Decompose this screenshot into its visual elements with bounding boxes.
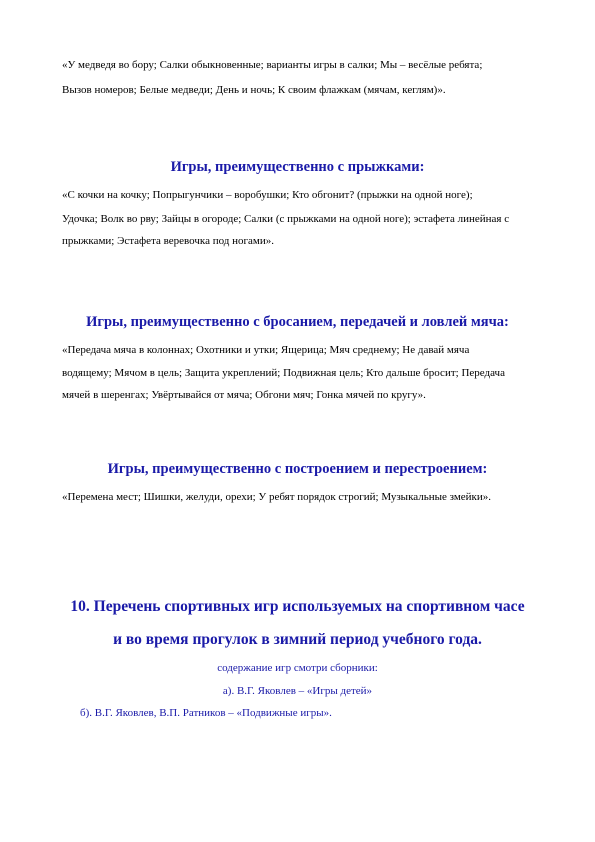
reference-a: а). В.Г. Яковлев – «Игры детей»: [222, 685, 373, 697]
reference-b: б). В.Г. Яковлев, В.П. Ратников – «Подвижные игры».: [80, 707, 332, 719]
jump-games-line-1: «С кочки на кочку; Попрыгунчики – воробушки; Кто обгонит? (прыжки на одной ноге);: [62, 189, 473, 201]
ball-games-line-2: водящему; Мячом в цель; Защита укреплений; Подвижная цель; Кто дальше бросит; Передача: [62, 367, 505, 379]
section-10-heading-line-2: и во время прогулок в зимний период учебного года.: [113, 631, 482, 648]
run-games-line-1: «У медведя во бору; Салки обыкновенные; варианты игры в салки; Мы – весёлые ребята;: [62, 59, 483, 71]
jump-games-heading: Игры, преимущественно с прыжками:: [170, 159, 425, 175]
formation-games-line-1: «Перемена мест; Шишки, желуди, орехи; У ребят порядок строгий; Музыкальные змейки».: [62, 491, 492, 503]
ball-games-heading: Игры, преимущественно с бросанием, передачей и ловлей мяча:: [86, 314, 509, 330]
run-games-line-2: Вызов номеров; Белые медведи; День и ночь; К своим флажкам (мячам, кеглям)».: [62, 84, 446, 96]
ball-games-line-3: мячей в шеренгах; Увёртывайся от мяча; Обгони мяч; Гонка мячей по кругу».: [62, 389, 426, 401]
jump-games-line-3: прыжками; Эстафета веревочка под ногами».: [62, 235, 275, 247]
formation-games-heading: Игры, преимущественно с построением и перестроением:: [107, 461, 488, 477]
section-10-heading-line-1: 10. Перечень спортивных игр используемых на спортивном часе: [70, 598, 525, 615]
ball-games-line-1: «Передача мяча в колоннах; Охотники и утки; Ящерица; Мяч среднему; Не давай мяча: [62, 344, 470, 356]
jump-games-line-2: Удочка; Волк во рву; Зайцы в огороде; Салки (с прыжками на одной ноге); эстафета линейная с: [62, 213, 510, 225]
section-10-note: содержание игр смотри сборники:: [217, 662, 378, 674]
